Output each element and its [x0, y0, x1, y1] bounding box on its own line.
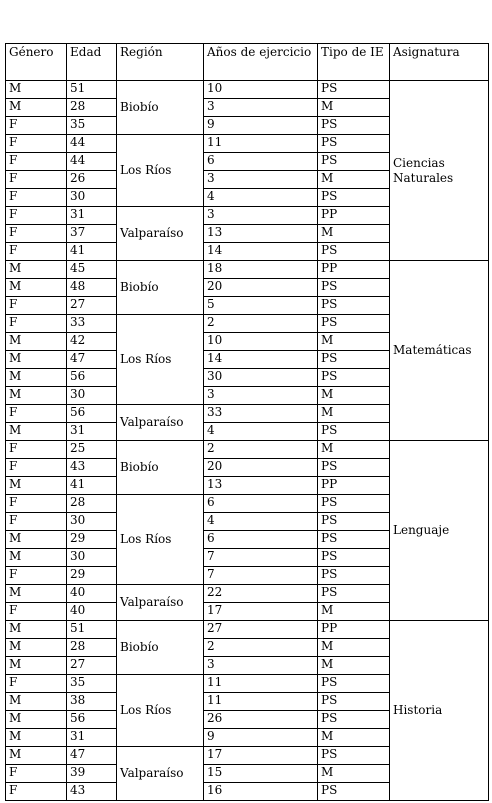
cell-genero: M — [6, 585, 67, 603]
cell-genero: M — [6, 639, 67, 657]
cell-anos-ejercicio: 33 — [204, 405, 318, 423]
cell-tipo-ie: M — [318, 405, 390, 423]
cell-tipo-ie: PS — [318, 135, 390, 153]
cell-genero: F — [6, 495, 67, 513]
cell-genero: M — [6, 531, 67, 549]
table-body — [6, 81, 489, 801]
cell-region: Los Ríos — [117, 495, 204, 585]
cell-tipo-ie: M — [318, 387, 390, 405]
cell-tipo-ie: PS — [318, 351, 390, 369]
table-row — [6, 261, 489, 279]
cell-anos-ejercicio: 26 — [204, 711, 318, 729]
cell-genero: M — [6, 423, 67, 441]
cell-anos-ejercicio: 27 — [204, 621, 318, 639]
cell-genero: F — [6, 675, 67, 693]
cell-anos-ejercicio: 4 — [204, 189, 318, 207]
cell-genero: F — [6, 243, 67, 261]
cell-tipo-ie: M — [318, 765, 390, 783]
cell-tipo-ie: PS — [318, 153, 390, 171]
header-tipo-ie: Tipo de IE — [318, 44, 390, 81]
cell-edad: 38 — [67, 693, 117, 711]
cell-genero: F — [6, 513, 67, 531]
cell-tipo-ie: PS — [318, 495, 390, 513]
cell-region: Biobío — [117, 261, 204, 315]
cell-genero: F — [6, 405, 67, 423]
cell-anos-ejercicio: 5 — [204, 297, 318, 315]
cell-genero: M — [6, 657, 67, 675]
cell-anos-ejercicio: 11 — [204, 135, 318, 153]
cell-genero: M — [6, 621, 67, 639]
cell-edad: 27 — [67, 657, 117, 675]
cell-region: Los Ríos — [117, 315, 204, 405]
cell-edad: 51 — [67, 81, 117, 99]
cell-anos-ejercicio: 18 — [204, 261, 318, 279]
cell-anos-ejercicio: 4 — [204, 423, 318, 441]
cell-anos-ejercicio: 11 — [204, 693, 318, 711]
cell-tipo-ie: PS — [318, 279, 390, 297]
cell-genero: F — [6, 783, 67, 801]
cell-tipo-ie: PP — [318, 477, 390, 495]
header-anos-ejercicio: Años de ejercicio — [204, 44, 318, 81]
cell-anos-ejercicio: 3 — [204, 657, 318, 675]
cell-anos-ejercicio: 16 — [204, 783, 318, 801]
cell-tipo-ie: PS — [318, 585, 390, 603]
cell-region: Biobío — [117, 441, 204, 495]
cell-edad: 29 — [67, 567, 117, 585]
cell-edad: 33 — [67, 315, 117, 333]
cell-genero: F — [6, 765, 67, 783]
cell-tipo-ie: M — [318, 225, 390, 243]
cell-genero: F — [6, 567, 67, 585]
cell-anos-ejercicio: 15 — [204, 765, 318, 783]
cell-tipo-ie: PS — [318, 747, 390, 765]
cell-edad: 30 — [67, 513, 117, 531]
cell-genero: F — [6, 441, 67, 459]
cell-genero: M — [6, 729, 67, 747]
cell-region: Valparaíso — [117, 207, 204, 261]
cell-edad: 26 — [67, 171, 117, 189]
cell-genero: M — [6, 369, 67, 387]
cell-anos-ejercicio: 9 — [204, 117, 318, 135]
cell-genero: M — [6, 711, 67, 729]
cell-region: Los Ríos — [117, 135, 204, 207]
cell-genero: M — [6, 693, 67, 711]
cell-tipo-ie: PS — [318, 693, 390, 711]
header-edad: Edad — [67, 44, 117, 81]
cell-tipo-ie: PS — [318, 513, 390, 531]
cell-tipo-ie: PS — [318, 459, 390, 477]
cell-genero: F — [6, 603, 67, 621]
cell-tipo-ie: M — [318, 171, 390, 189]
cell-anos-ejercicio: 3 — [204, 99, 318, 117]
cell-genero: M — [6, 261, 67, 279]
cell-anos-ejercicio: 9 — [204, 729, 318, 747]
cell-anos-ejercicio: 3 — [204, 171, 318, 189]
cell-region: Valparaíso — [117, 747, 204, 801]
cell-anos-ejercicio: 10 — [204, 81, 318, 99]
cell-genero: M — [6, 99, 67, 117]
cell-tipo-ie: M — [318, 639, 390, 657]
cell-tipo-ie: PS — [318, 531, 390, 549]
table-row — [6, 441, 489, 459]
cell-anos-ejercicio: 6 — [204, 495, 318, 513]
cell-edad: 47 — [67, 351, 117, 369]
cell-genero: M — [6, 351, 67, 369]
cell-genero: F — [6, 189, 67, 207]
cell-anos-ejercicio: 4 — [204, 513, 318, 531]
cell-edad: 31 — [67, 423, 117, 441]
header-row — [6, 44, 489, 81]
cell-edad: 28 — [67, 639, 117, 657]
cell-edad: 41 — [67, 477, 117, 495]
cell-asignatura: Historia — [390, 621, 489, 801]
cell-anos-ejercicio: 14 — [204, 351, 318, 369]
cell-edad: 31 — [67, 207, 117, 225]
cell-tipo-ie: PS — [318, 315, 390, 333]
cell-asignatura: Lenguaje — [390, 441, 489, 621]
cell-tipo-ie: PS — [318, 783, 390, 801]
cell-anos-ejercicio: 17 — [204, 603, 318, 621]
cell-tipo-ie: PS — [318, 117, 390, 135]
cell-anos-ejercicio: 20 — [204, 459, 318, 477]
cell-edad: 28 — [67, 495, 117, 513]
cell-tipo-ie: PS — [318, 549, 390, 567]
cell-anos-ejercicio: 2 — [204, 441, 318, 459]
cell-edad: 45 — [67, 261, 117, 279]
cell-edad: 44 — [67, 135, 117, 153]
cell-tipo-ie: M — [318, 441, 390, 459]
cell-tipo-ie: PS — [318, 297, 390, 315]
cell-region: Biobío — [117, 621, 204, 675]
cell-anos-ejercicio: 7 — [204, 549, 318, 567]
cell-edad: 42 — [67, 333, 117, 351]
cell-edad: 47 — [67, 747, 117, 765]
cell-tipo-ie: PP — [318, 261, 390, 279]
cell-genero: F — [6, 459, 67, 477]
cell-anos-ejercicio: 17 — [204, 747, 318, 765]
cell-edad: 43 — [67, 459, 117, 477]
cell-tipo-ie: PS — [318, 81, 390, 99]
cell-tipo-ie: PP — [318, 621, 390, 639]
cell-tipo-ie: PS — [318, 567, 390, 585]
cell-edad: 30 — [67, 549, 117, 567]
cell-region: Biobío — [117, 81, 204, 135]
cell-edad: 30 — [67, 387, 117, 405]
cell-edad: 37 — [67, 225, 117, 243]
cell-anos-ejercicio: 13 — [204, 225, 318, 243]
cell-genero: F — [6, 135, 67, 153]
cell-anos-ejercicio: 6 — [204, 153, 318, 171]
cell-genero: M — [6, 387, 67, 405]
header-genero: Género — [6, 44, 67, 81]
cell-edad: 31 — [67, 729, 117, 747]
cell-edad: 30 — [67, 189, 117, 207]
cell-anos-ejercicio: 10 — [204, 333, 318, 351]
cell-edad: 43 — [67, 783, 117, 801]
cell-edad: 29 — [67, 531, 117, 549]
cell-edad: 56 — [67, 369, 117, 387]
cell-genero: M — [6, 81, 67, 99]
cell-anos-ejercicio: 2 — [204, 639, 318, 657]
cell-tipo-ie: M — [318, 603, 390, 621]
cell-genero: M — [6, 477, 67, 495]
cell-edad: 40 — [67, 585, 117, 603]
cell-genero: F — [6, 153, 67, 171]
cell-genero: F — [6, 225, 67, 243]
cell-edad: 27 — [67, 297, 117, 315]
data-table — [5, 43, 489, 801]
cell-anos-ejercicio: 13 — [204, 477, 318, 495]
cell-edad: 44 — [67, 153, 117, 171]
cell-anos-ejercicio: 22 — [204, 585, 318, 603]
cell-edad: 56 — [67, 405, 117, 423]
header-region: Región — [117, 44, 204, 81]
cell-genero: M — [6, 747, 67, 765]
cell-tipo-ie: PS — [318, 711, 390, 729]
cell-anos-ejercicio: 3 — [204, 387, 318, 405]
cell-tipo-ie: M — [318, 333, 390, 351]
cell-tipo-ie: PS — [318, 423, 390, 441]
cell-genero: F — [6, 171, 67, 189]
cell-anos-ejercicio: 2 — [204, 315, 318, 333]
table-row — [6, 81, 489, 99]
cell-tipo-ie: PS — [318, 243, 390, 261]
cell-tipo-ie: M — [318, 657, 390, 675]
cell-genero: F — [6, 207, 67, 225]
cell-edad: 35 — [67, 675, 117, 693]
cell-anos-ejercicio: 30 — [204, 369, 318, 387]
cell-anos-ejercicio: 14 — [204, 243, 318, 261]
cell-anos-ejercicio: 20 — [204, 279, 318, 297]
cell-anos-ejercicio: 6 — [204, 531, 318, 549]
cell-edad: 25 — [67, 441, 117, 459]
cell-edad: 35 — [67, 117, 117, 135]
cell-anos-ejercicio: 7 — [204, 567, 318, 585]
cell-edad: 56 — [67, 711, 117, 729]
cell-edad: 51 — [67, 621, 117, 639]
cell-tipo-ie: M — [318, 99, 390, 117]
cell-region: Valparaíso — [117, 405, 204, 441]
header-asignatura: Asignatura — [390, 44, 489, 81]
cell-genero: F — [6, 117, 67, 135]
cell-anos-ejercicio: 11 — [204, 675, 318, 693]
cell-anos-ejercicio: 3 — [204, 207, 318, 225]
cell-tipo-ie: PP — [318, 207, 390, 225]
cell-edad: 41 — [67, 243, 117, 261]
cell-genero: F — [6, 297, 67, 315]
cell-asignatura: Matemáticas — [390, 261, 489, 441]
cell-edad: 48 — [67, 279, 117, 297]
cell-genero: M — [6, 279, 67, 297]
cell-tipo-ie: PS — [318, 369, 390, 387]
cell-region: Valparaíso — [117, 585, 204, 621]
cell-tipo-ie: M — [318, 729, 390, 747]
cell-edad: 28 — [67, 99, 117, 117]
cell-tipo-ie: PS — [318, 675, 390, 693]
cell-region: Los Ríos — [117, 675, 204, 747]
cell-edad: 39 — [67, 765, 117, 783]
cell-genero: M — [6, 549, 67, 567]
cell-genero: M — [6, 333, 67, 351]
cell-edad: 40 — [67, 603, 117, 621]
cell-asignatura: Ciencias Naturales — [390, 81, 489, 261]
cell-genero: F — [6, 315, 67, 333]
table-row — [6, 621, 489, 639]
cell-tipo-ie: PS — [318, 189, 390, 207]
